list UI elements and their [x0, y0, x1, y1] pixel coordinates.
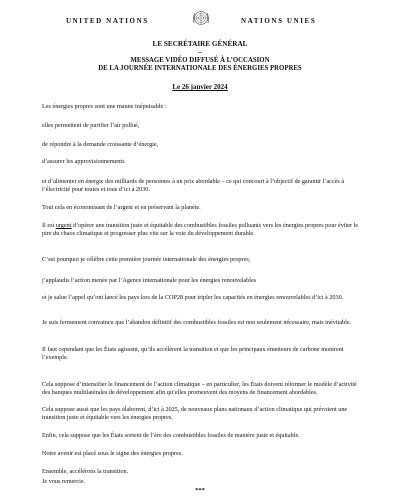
paragraph: Notre avenir est placé sous le signe des énergies propres. — [42, 450, 183, 457]
end-marker: *** — [195, 487, 205, 494]
paragraph: et je salue l’appel qu’ont lancé les pays lors de la COP28 pour tripler les capacités en énergies renouvelables d’ici à 2030. — [42, 294, 344, 301]
title-dash: -- — [197, 48, 203, 56]
paragraph: et d’alimenter en énergie des milliards de personnes à un prix abordable – ce qui concourt à l’objectif de garantir l’accès à l’électricité pour toutes et tous d’ici à 2030. — [42, 178, 345, 194]
header-left: UNITED NATIONS — [66, 17, 149, 25]
paragraph: Cela suppose d’intensifier le financement de l’action climatique – en particulier, les États doivent réformer le modèle d’activité des banques multilatérales de développement afin qu’elles promeuvent des moyens de financement abordables. — [42, 381, 357, 397]
paragraph: Je suis fermement convaincu que l’abandon définitif des combustibles fossiles est non seulement nécessaire, mais inévitable. — [42, 319, 352, 326]
message-date: Le 26 janvier 2024 — [172, 83, 228, 91]
paragraph: Ensemble, accélérons la transition. — [42, 468, 129, 475]
message-title-line1: MESSAGE VIDÉO DIFFUSÉ À L’OCCASION — [130, 57, 270, 64]
paragraph: de répondre à la demande croissante d’énergie, — [42, 141, 159, 148]
paragraph: Cela suppose aussi que les pays élaborent, d’ici à 2025, de nouveaux plans nationaux d’action climatique qui prévoient une transition juste et équitable vers les énergies propres. — [42, 406, 348, 422]
paragraph: j’applaudis l’action menée par l’Agence internationale pour les énergies renouvelables — [42, 277, 257, 284]
paragraph: C’est pourquoi je célèbre cette première journée internationale des énergies propres, — [42, 256, 251, 263]
paragraph-text: d’opérer une transition juste et équitable des combustibles fossiles polluants vers les énergies propres pour éviter le pire du chaos climatique et progresser plus vite sur la voie du développement durable. — [42, 222, 359, 238]
paragraph: Enfin, cela suppose que les États sortent de l’ère des combustibles fossiles de manière juste et équitable. — [42, 432, 300, 439]
paragraph — [42, 222, 364, 238]
paragraph: Il faut cependant que les États agissent, qu’ils accélèrent la transition et que les principaux émetteurs de carbone montrent l’exemple. — [42, 346, 344, 362]
paragraph: d’assurer les approvisionnements — [42, 158, 125, 165]
underlined-word: urgent — [55, 222, 72, 229]
paragraph-text: Il est — [42, 222, 56, 229]
secretary-general-heading: LE SECRÉTAIRE GÉNÉRAL — [152, 40, 248, 48]
header-right: NATIONS UNIES — [241, 17, 317, 25]
un-emblem-icon — [191, 8, 211, 28]
closing-thanks: Je vous remercie. — [42, 478, 86, 485]
paragraph: elles permettent de purifier l’air pollué, — [42, 122, 140, 129]
paragraph: Tout cela en économisant de l’argent et en préservant la planète. — [42, 204, 201, 211]
message-title-line2: DE LA JOURNÉE INTERNATIONALE DES ÉNERGIES PROPRES — [98, 65, 302, 72]
paragraph: Les énergies propres sont une manne inépuisable : — [42, 103, 167, 110]
